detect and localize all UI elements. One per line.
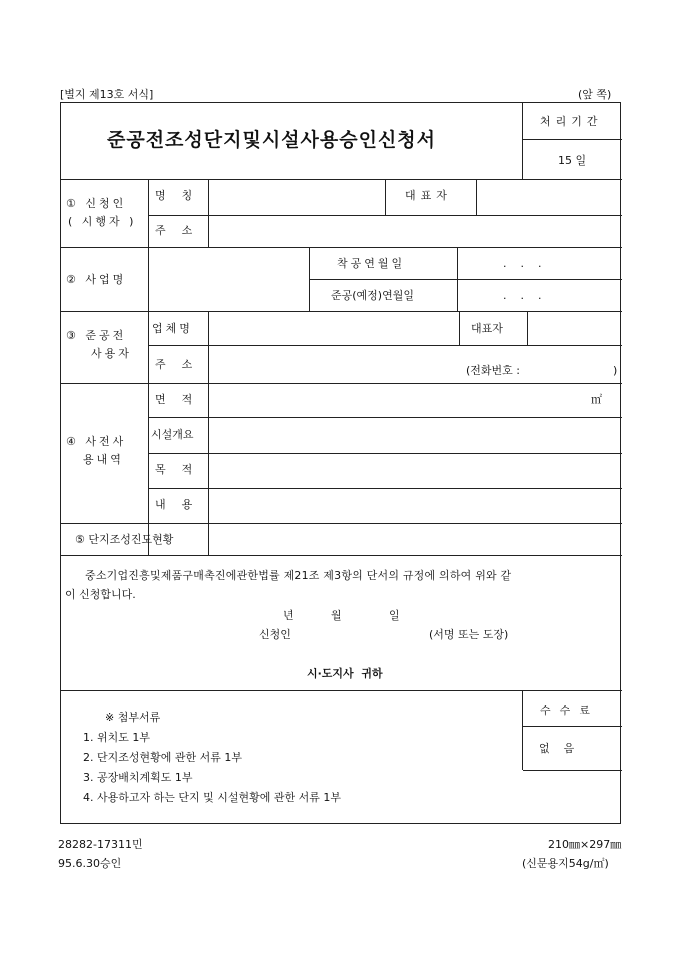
user-company-label: 업체명 — [152, 322, 193, 335]
processing-period-label: 처리기간 — [540, 115, 603, 128]
declaration-year: 년 — [283, 609, 294, 622]
user-sublabel: 사용자 — [91, 347, 132, 360]
project-start-date-field[interactable]: . . . — [503, 257, 542, 270]
footer-paper-size: 210㎜×297㎜ — [548, 838, 622, 851]
project-name-label: ② 사업명 — [66, 273, 127, 286]
user-phone-label: (전화번호 : — [466, 364, 520, 377]
declaration-line1: 중소기업진흥및제품구매촉진에관한법률 제21조 제3항의 단서의 규정에 의하여 위와 같 — [85, 569, 512, 582]
usage-area-label: 면 적 — [155, 393, 196, 406]
declaration-sign-label: (서명 또는 도장) — [429, 628, 509, 641]
progress-status-label: ⑤ 단지조성진도현황 — [75, 533, 174, 546]
usage-content-label: 내 용 — [155, 498, 196, 511]
declaration-line2: 이 신청합니다. — [65, 588, 136, 601]
applicant-name-label: 명 칭 — [155, 189, 196, 202]
applicant-address-label: 주 소 — [155, 224, 196, 237]
application-form — [60, 102, 621, 824]
footer-paper-type: (신문용지54g/㎡) — [522, 857, 609, 870]
footer-code: 28282-17311민 — [58, 838, 143, 851]
usage-purpose-label: 목 적 — [155, 463, 196, 476]
attachments-heading: ※ 첨부서류 — [105, 711, 161, 724]
footer-approval-date: 95.6.30승인 — [58, 857, 122, 870]
applicant-rep-label: 대표자 — [405, 189, 452, 202]
fee-value: 없 음 — [539, 742, 575, 755]
fee-label: 수수료 — [540, 704, 599, 717]
declaration-day: 일 — [389, 609, 400, 622]
declaration-applicant-label: 신청인 — [259, 628, 291, 641]
attachment-item: 4. 사용하고자 하는 단지 및 시설현황에 관한 서류 1부 — [83, 791, 341, 804]
declaration-month: 월 — [331, 609, 342, 622]
project-start-date-label: 착공연월일 — [337, 257, 406, 270]
form-number: [별지 제13호 서식] — [60, 88, 154, 101]
usage-area-unit: ㎡ — [591, 393, 602, 406]
usage-sublabel: 용내역 — [83, 453, 124, 466]
user-label: ③ 준공전 — [66, 329, 127, 342]
project-completion-date-field[interactable]: . . . — [503, 289, 542, 302]
usage-facility-label: 시설개요 — [151, 428, 194, 441]
project-completion-date-label: 준공(예정)연월일 — [331, 289, 414, 302]
attachment-item: 2. 단지조성현황에 관한 서류 1부 — [83, 751, 242, 764]
attachment-item: 3. 공장배치계획도 1부 — [83, 771, 193, 784]
declaration-addressee: 시·도지사 귀하 — [307, 667, 383, 680]
processing-period-value: 15 일 — [558, 154, 587, 167]
applicant-sublabel: ( 시행자 ) — [68, 215, 137, 228]
form-title: 준공전조성단지및시설사용승인신청서 — [107, 129, 437, 151]
page-side-label: (앞 쪽) — [578, 88, 612, 101]
attachment-item: 1. 위치도 1부 — [83, 731, 150, 744]
usage-label: ④ 사전사 — [66, 435, 127, 448]
user-phone-close: ) — [613, 364, 618, 377]
applicant-label: ① 신청인 — [66, 197, 127, 210]
user-address-label: 주 소 — [155, 358, 196, 371]
user-rep-label: 대표자 — [471, 322, 503, 335]
